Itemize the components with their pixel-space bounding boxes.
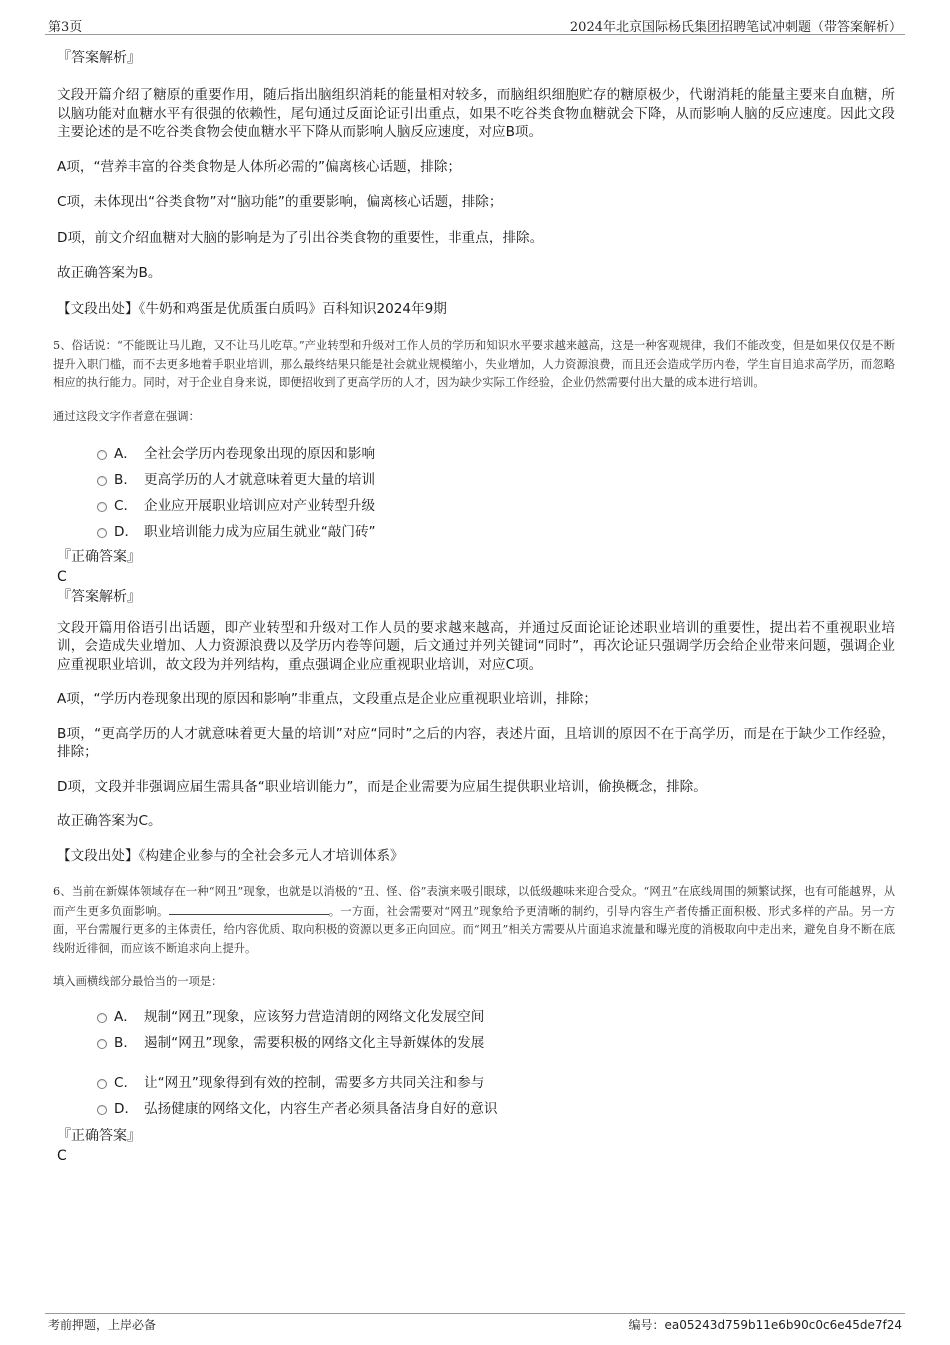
q4-note-a: A项，“营养丰富的谷类食物是人体所必需的”偏离核心话题，排除； xyxy=(57,158,462,175)
option-text: 企业应开展职业培训应对产业转型升级 xyxy=(144,497,376,514)
q5-stem: 5、俗话说：“不能既让马儿跑，又不让马儿吃草。”产业转型和升级对工作人员的学历和知识水平要求越来越高，这是一种客观规律，我们不能改变，但是如果仅仅是不断提升入职门槛，而不去更多地着手职业培训，那么最终结果只能是社会就业规模缩小，失业增加，人力资源浪费，而且还会造成学历内卷，学生盲目追求高学历，而忽略相应的执行能力。同时，对于企业自身来说，即便招收到了更高学历的人才，因为缺少实际工作经验，企业仍然需要付出大量的成本进行培训。 xyxy=(53,339,895,389)
q6-options xyxy=(57,1004,895,1122)
q5-options xyxy=(57,441,895,545)
footer-code-label: 编号： xyxy=(628,1318,665,1332)
q5-analysis-text: 文段开篇用俗语引出话题，即产业转型和升级对工作人员的要求越来越高，并通过反面论证论述职业培训的重要性，提出若不重视职业培训，会造成失业增加、人力资源浪费以及学历内卷等问题，后文通过并列关键词“同时”，再次论证只强调学历会给企业带来问题，强调企业应重视职业培训，故文段为并列结构，重点强调企业应重视职业培训，对应C项。 xyxy=(57,619,895,673)
radio-button-icon[interactable] xyxy=(97,1039,107,1049)
q5-analysis-heading: 『答案解析』 xyxy=(57,588,141,605)
q4-analysis-heading: 『答案解析』 xyxy=(57,50,141,66)
q4-note-c: C项，未体现出“谷类食物”对“脑功能”的重要影响，偏离核心话题，排除； xyxy=(57,194,503,210)
q5-answer: C xyxy=(57,568,67,585)
option-text: 遏制“网丑”现象，需要积极的网络文化主导新媒体的发展 xyxy=(144,1035,485,1051)
radio-button-icon[interactable] xyxy=(97,1105,107,1115)
option-text: 规制“网丑”现象，应该努力营造清朗的网络文化发展空间 xyxy=(144,1009,485,1025)
radio-button-icon[interactable] xyxy=(97,528,107,538)
q6-stem: 6、当前在新媒体领域存在一种“网丑”现象，也就是以消极的“丑、怪、俗”表演来吸引眼球，以低级趣味来迎合受众。“网丑”在底线周围的频繁试探，也有可能越界，从而产生更多负面影响。 。一方面，社会需要对“网丑”现象给予更清晰的制约，引导内容生产者传播正面积极、形式多样的产品。另一方面，平台需履行更多的主体责任，给内容优质、取向积极的资源以更多正向回应。而“网丑”相关方需要从片面追求流量和曝光度的消极取向中走出来，避免自身不断在底线附近徘徊，而应该不断追求向上提升。 xyxy=(53,885,895,955)
q5-prompt: 通过这段文字作者意在强调： xyxy=(53,409,200,423)
q6-answer: C xyxy=(57,1148,67,1164)
q5-option-b[interactable]: B． 更高学历的人才就意味着更大量的培训 xyxy=(57,467,895,493)
page-content xyxy=(53,44,895,1166)
q6-option-b[interactable]: B． 遏制“网丑”现象，需要积极的网络文化主导新媒体的发展 xyxy=(57,1030,895,1056)
q6-option-d[interactable]: D． 弘扬健康的网络文化，内容生产者必须具备洁身自好的意识 xyxy=(57,1096,895,1122)
q5-note-d: D项，文段并非强调应届生需具备“职业培训能力”，而是企业需要为应届生提供职业培训，偷换概念，排除。 xyxy=(57,778,707,795)
q6-prompt: 填入画横线部分最恰当的一项是： xyxy=(53,975,223,988)
q4-analysis-text: 文段开篇介绍了糖原的重要作用，随后指出脑组织消耗的能量相对较多，而脑组织细胞贮存的糖原极少，代谢消耗的能量主要来自血糖，所以脑功能对血糖水平有很强的依赖性，尾句通过反面论证引出重点，如果不吃谷类食物血糖就会下降，从而影响人脑的反应速度。因此文段主要论述的是不吃谷类食物会使血糖水平下降从而影响人脑反应速度，对应B项。 xyxy=(57,87,895,140)
q5-answer-heading: 『正确答案』 xyxy=(57,548,141,565)
option-text: 职业培训能力成为应届生就业“敲门砖” xyxy=(144,523,376,540)
q6-option-c[interactable]: C． 让“网丑”现象得到有效的控制，需要多方共同关注和参与 xyxy=(57,1070,895,1096)
option-text: 弘扬健康的网络文化，内容生产者必须具备洁身自好的意识 xyxy=(144,1101,498,1117)
footer-code xyxy=(629,1316,902,1333)
radio-button-icon[interactable] xyxy=(97,450,107,460)
q5-option-c[interactable]: C． 企业应开展职业培训应对产业转型升级 xyxy=(57,493,895,519)
option-text: 让“网丑”现象得到有效的控制，需要多方共同关注和参与 xyxy=(144,1075,485,1091)
radio-button-icon[interactable] xyxy=(97,502,107,512)
fill-in-blank xyxy=(169,902,329,915)
q5-note-a: A项，“学历内卷现象出现的原因和影响”非重点，文段重点是企业应重视职业培训，排除； xyxy=(57,691,597,707)
footer-code-value: ea05243d759b11e6b90c0c6e45de7f24 xyxy=(664,1318,902,1332)
page-header xyxy=(45,14,905,35)
footer-slogan: 考前押题，上岸必备 xyxy=(48,1318,157,1332)
radio-button-icon[interactable] xyxy=(97,1079,107,1089)
document-title: 2024年北京国际杨氏集团招聘笔试冲刺题（带答案解析） xyxy=(569,20,902,35)
radio-button-icon[interactable] xyxy=(97,1013,107,1023)
q5-source: 【文段出处】《构建企业参与的全社会多元人才培训体系》 xyxy=(57,847,404,864)
q5-option-a[interactable]: A． 全社会学历内卷现象出现的原因和影响 xyxy=(57,441,895,467)
q5-conclusion: 故正确答案为C。 xyxy=(57,813,162,829)
page-number: 第3页 xyxy=(48,20,83,35)
option-text: 更高学历的人才就意味着更大量的培训 xyxy=(144,471,376,488)
q4-conclusion: 故正确答案为B。 xyxy=(57,265,162,281)
q6-option-a[interactable]: A． 规制“网丑”现象，应该努力营造清朗的网络文化发展空间 xyxy=(57,1004,895,1030)
option-text: 全社会学历内卷现象出现的原因和影响 xyxy=(144,445,376,462)
q4-note-d: D项，前文介绍血糖对大脑的影响是为了引出谷类食物的重要性，非重点，排除。 xyxy=(57,229,544,246)
page-footer xyxy=(45,1313,905,1334)
q5-option-d[interactable]: D． 职业培训能力成为应届生就业“敲门砖” xyxy=(57,519,895,545)
q5-note-b: B项，“更高学历的人才就意味着更大量的培训”对应“同时”之后的内容，表述片面，且培训的原因不在于高学历，而是在于缺少工作经验，排除； xyxy=(57,725,895,760)
radio-button-icon[interactable] xyxy=(97,476,107,486)
q4-source: 【文段出处】《牛奶和鸡蛋是优质蛋白质吗》百科知识2024年9期 xyxy=(57,300,447,317)
q6-answer-heading: 『正确答案』 xyxy=(57,1128,141,1144)
